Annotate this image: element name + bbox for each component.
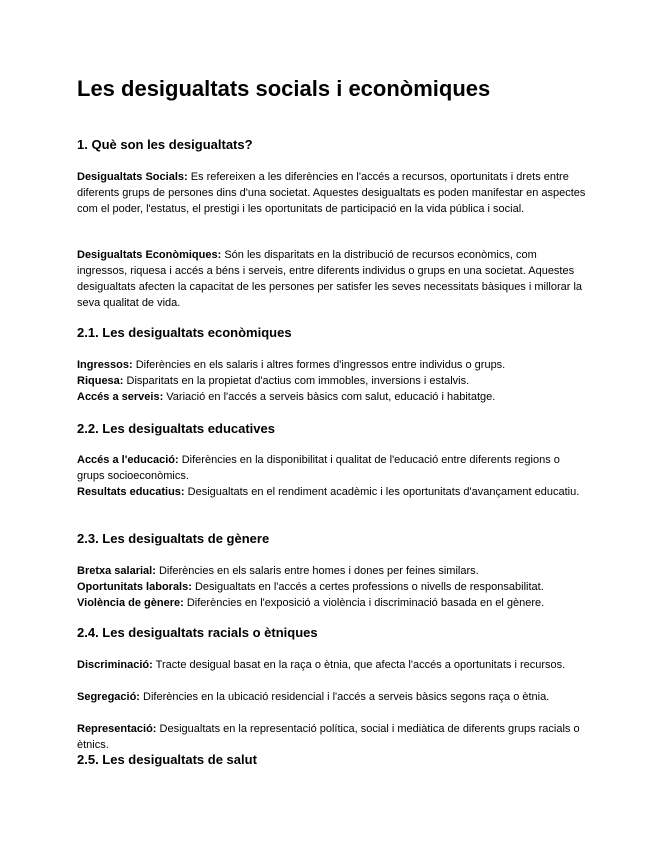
paragraph-term: Riquesa:	[77, 375, 124, 387]
paragraph-text: Desigualtats en l'accés a certes professions o nivells de responsabilitat.	[191, 581, 544, 593]
paragraph-desigualtats-socials	[77, 169, 587, 217]
paragraph-text: Desigualtats en la representació política, social i mediàtica de diferents grups racials o ètnics.	[77, 723, 580, 751]
section-heading-1: 1. Què son les desigualtats?	[77, 137, 253, 152]
paragraph-text: Desigualtats en el rendiment acadèmic i les oportunitats d'avançament educatiu.	[184, 486, 580, 498]
paragraph-term: Segregació:	[77, 691, 140, 703]
paragraph-text: Són les disparitats en la distribució de recursos econòmics, com ingressos, riquesa i accés a béns i serveis, entre diferents individus o grups en una societat. Aquestes desigualtats afecten la capacitat de les persones per satisfer les seves necessitats bàsiques i millorar la seva qualitat de vida.	[77, 249, 583, 309]
paragraph-term: Accés a serveis:	[77, 391, 164, 403]
paragraph-text: Diferències en la disponibilitat i qualitat de l'educació entre diferents regions o grups socioeconòmics.	[77, 454, 560, 482]
paragraph-text: Es refereixen a les diferències en l'accés a recursos, oportunitats i drets entre diferents grups de persones dins d'una societat. Aquestes desigualtats es poden manifestar en aspectes com el poder, l'estatus, el prestigi i les oportunitats de participació en la vida pública i social.	[77, 171, 586, 215]
paragraph-discriminacio	[77, 657, 587, 673]
paragraph-resultats-educatius	[77, 484, 587, 500]
document-title: Les desigualtats socials i econòmiques	[77, 76, 491, 101]
paragraph-bretxa-salarial	[77, 563, 587, 579]
paragraph-term: Oportunitats laborals:	[77, 581, 192, 593]
paragraph-acces-educacio	[77, 452, 587, 484]
paragraph-text: Diferències en els salaris i altres formes d'ingressos entre individus o grups.	[132, 359, 506, 371]
paragraph-term: Desigualtats Socials:	[77, 171, 188, 183]
paragraph-term: Ingressos:	[77, 359, 133, 371]
paragraph-segregacio	[77, 689, 587, 705]
paragraph-term: Discriminació:	[77, 659, 153, 671]
paragraph-text: Disparitats en la propietat d'actius com immobles, inversions i estalvis.	[123, 375, 470, 387]
paragraph-term: Resultats educatius:	[77, 486, 185, 498]
paragraph-text: Diferències en l'exposició a violència i discriminació basada en el gènere.	[183, 597, 545, 609]
paragraph-term: Representació:	[77, 723, 157, 735]
paragraph-desigualtats-economiques	[77, 247, 587, 311]
paragraph-term: Desigualtats Econòmiques:	[77, 249, 222, 261]
section-heading-2-4: 2.4. Les desigualtats racials o ètniques	[77, 625, 318, 640]
paragraph-acces-serveis	[77, 389, 587, 405]
paragraph-text: Diferències en la ubicació residencial i l'accés a serveis bàsics segons raça o ètnia.	[139, 691, 550, 703]
section-heading-2-1: 2.1. Les desigualtats econòmiques	[77, 325, 292, 340]
paragraph-term: Bretxa salarial:	[77, 565, 156, 577]
section-heading-2-2: 2.2. Les desigualtats educatives	[77, 421, 275, 436]
paragraph-text: Variació en l'accés a serveis bàsics com salut, educació i habitatge.	[163, 391, 496, 403]
section-heading-2-5: 2.5. Les desigualtats de salut	[77, 752, 257, 767]
paragraph-term: Accés a l'educació:	[77, 454, 179, 466]
paragraph-text: Tracte desigual basat en la raça o ètnia, que afecta l'accés a oportunitats i recursos.	[152, 659, 566, 671]
paragraph-term: Violència de gènere:	[77, 597, 184, 609]
paragraph-riquesa	[77, 373, 587, 389]
paragraph-ingressos	[77, 357, 587, 373]
paragraph-text: Diferències en els salaris entre homes i dones per feines similars.	[155, 565, 479, 577]
paragraph-violencia-genere	[77, 595, 587, 611]
section-heading-2-3: 2.3. Les desigualtats de gènere	[77, 531, 270, 546]
paragraph-representacio	[77, 721, 587, 753]
paragraph-oportunitats-laborals	[77, 579, 587, 595]
